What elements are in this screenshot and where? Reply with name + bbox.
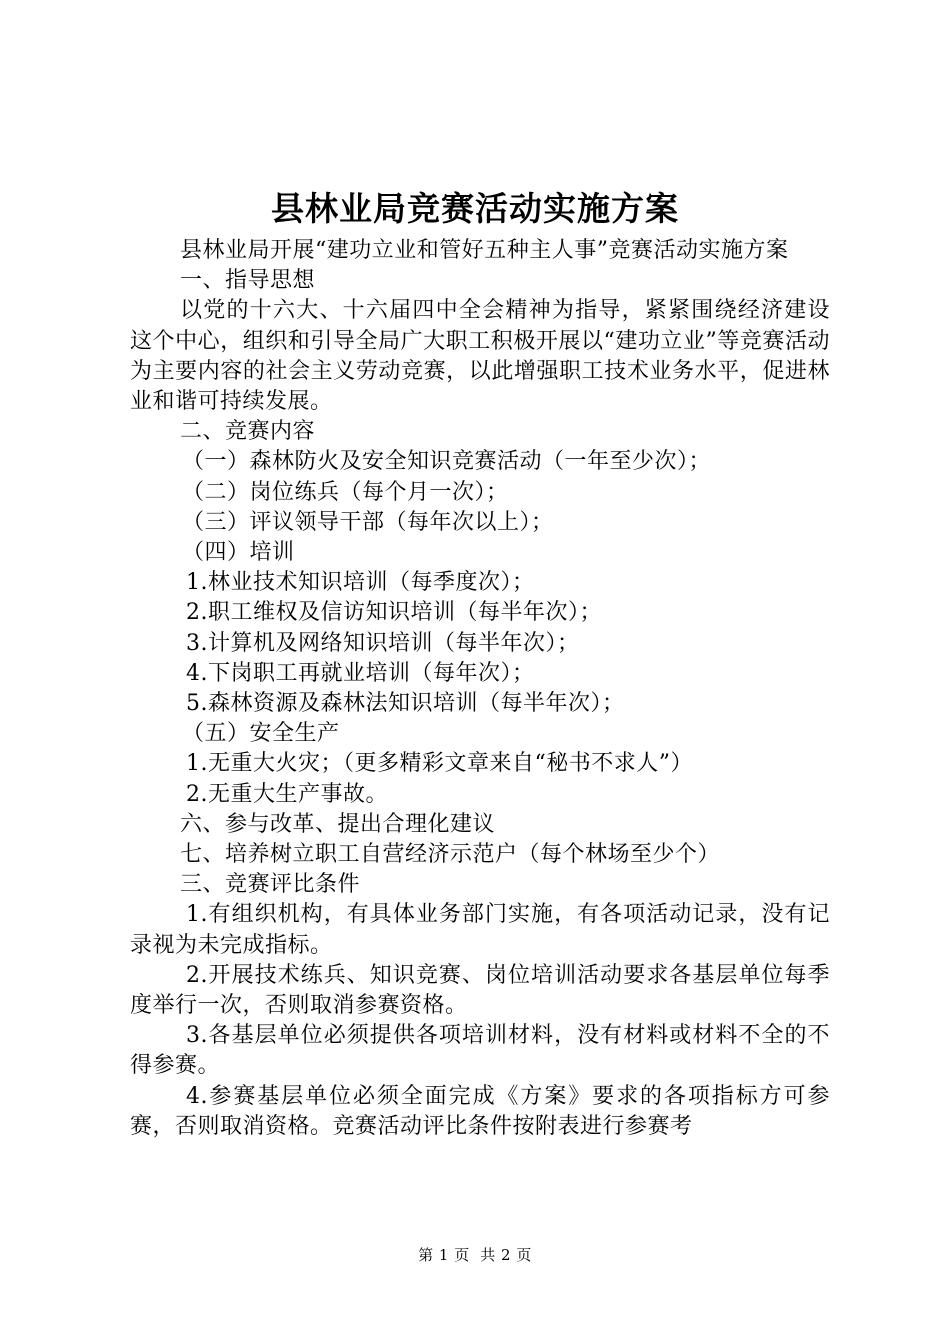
document-paragraph: （一）森林防火及安全知识竞赛活动（一年至少次）； <box>182 449 712 475</box>
document-paragraph: （五）安全生产 <box>182 721 340 747</box>
document-paragraph: 2.开展技术练兵、知识竞赛、岗位培训活动要求各基层单位每季度举行一次，否则取消参赛资格。 <box>130 962 830 1019</box>
document-paragraph: （三）评议领导干部（每年次以上）； <box>182 509 554 535</box>
page-number-label: 第 1 页 共 2 页 <box>418 1246 532 1264</box>
document-paragraph: 三、竞赛评比条件 <box>180 872 361 898</box>
document-paragraph: 2.无重大生产事故。 <box>186 781 388 807</box>
document-paragraph: 3.各基层单位必须提供各项培训材料，没有材料或材料不全的不得参赛。 <box>130 1023 830 1079</box>
document-paragraph: 二、竞赛内容 <box>180 419 316 445</box>
document-paragraph: 1.无重大火灾；（更多精彩文章来自“秘书不求人”） <box>186 751 693 777</box>
document-paragraph: 3.计算机及网络知识培训（每半年次）； <box>186 630 580 656</box>
document-paragraph: 4.参赛基层单位必须全面完成《方案》要求的各项指标方可参赛，否则取消资格。竞赛活动评比条件按附表进行参赛考 <box>130 1083 830 1139</box>
document-paragraph: 5.森林资源及森林法知识培训（每半年次）； <box>186 691 625 717</box>
document-paragraph: 4.下岗职工再就业培训（每年次）； <box>186 660 535 686</box>
document-paragraph: 以党的十六大、十六届四中全会精神为指导，紧紧围绕经济建设这个中心，组织和引导全局广大职工积极开展以“建功立业”等竞赛活动为主要内容的社会主义劳动竞赛，以此增强职工技术业务水平，促进林业和谐可持续发展。 <box>130 298 830 415</box>
document-paragraph: 县林业局开展“建功立业和管好五种主人事”竞赛活动实施方案 <box>180 238 789 263</box>
document-paragraph: 2.职工维权及信访知识培训（每半年次）； <box>186 600 602 626</box>
document-paragraph: 七、培养树立职工自营经济示范户（每个林场至少个） <box>180 842 721 868</box>
document-paragraph: 1.林业技术知识培训（每季度次）； <box>186 570 535 596</box>
document-paragraph: 1.有组织机构，有具体业务部门实施，有各项活动记录，没有记录视为未完成指标。 <box>130 902 830 958</box>
page-footer <box>0 1244 950 1266</box>
document-body <box>130 236 830 1142</box>
document-paragraph: 一、指导思想 <box>180 268 316 294</box>
document-paragraph: （二）岗位练兵（每个月一次）； <box>182 479 509 505</box>
document-paragraph: （四）培训 <box>182 540 295 566</box>
document-title: 县林业局竞赛活动实施方案 <box>271 189 679 228</box>
document-paragraph: 六、参与改革、提出合理化建议 <box>180 811 496 837</box>
